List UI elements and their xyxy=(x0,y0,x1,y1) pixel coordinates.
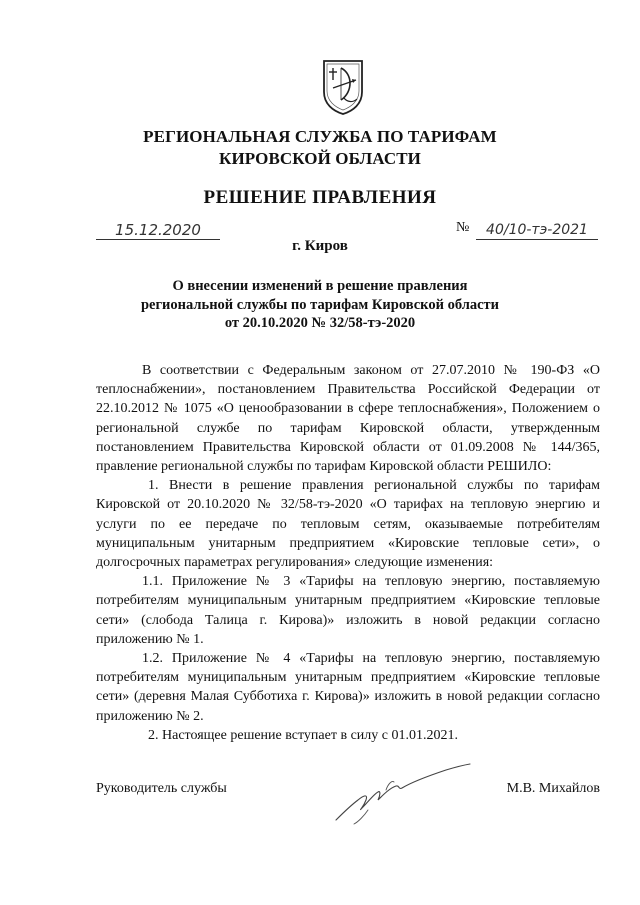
city: г. Киров xyxy=(292,238,348,254)
number-label: № xyxy=(456,220,470,235)
decision-subject xyxy=(120,277,520,333)
decision-number: 40/10-тэ-2021 xyxy=(476,221,598,240)
decision-date: 15.12.2020 xyxy=(96,221,220,240)
kirov-coat-of-arms-icon xyxy=(320,58,366,116)
document-title: РЕШЕНИЕ ПРАВЛЕНИЯ xyxy=(203,187,437,208)
signer-position: Руководитель службы xyxy=(96,781,227,796)
item-1: 1. Внести в решение правления региональной службы по тарифам Кировской от 20.10.2020 № 32/58-тэ-2020 «О тарифах на тепловую энергию и услуги по ее передаче по тепловым сетям, оказываемые потребителям муниципальным унитарным предприятием «Кировские тепловые сети», о долгосрочных параметрах регулирования» следующие изменения: xyxy=(96,478,600,571)
handwritten-signature xyxy=(328,760,478,828)
item-1-2: 1.2. Приложение № 4 «Тарифы на тепловую энергию, поставляемую потребителям муниципальным унитарным предприятием «Кировские тепловые сети» (деревня Малая Субботиха г. Кирова)» изложить в новой редакции согласно приложению № 2. xyxy=(96,651,600,724)
signer-name: М.В. Михайлов xyxy=(506,781,600,796)
subject-line3: от 20.10.2020 № 32/58-тэ-2020 xyxy=(224,315,416,331)
item-2: 2. Настоящее решение вступает в силу с 01.01.2021. xyxy=(148,727,458,743)
preamble-paragraph: В соответствии с Федеральным законом от 27.07.2010 № 190-ФЗ «О теплоснабжении», постановлением Правительства Российской Федерации от 22.10.2012 № 1075 «О ценообразовании в сфере теплоснабжения», Положением о региональной службе по тарифам Кировской области, утвержденным постановлением Правительства Кировской области от 01.09.2008 № 144/365, правление региональной службы по тарифам Кировской области РЕШИЛО: xyxy=(96,363,600,475)
subject-line1: О внесении изменений в решение правления xyxy=(172,278,468,294)
organization-name-line1: РЕГИОНАЛЬНАЯ СЛУЖБА ПО ТАРИФАМ xyxy=(143,127,497,146)
subject-line2: региональной службы по тарифам Кировской области xyxy=(140,296,500,313)
organization-name xyxy=(80,126,560,170)
organization-name-line2: КИРОВСКОЙ ОБЛАСТИ xyxy=(219,149,421,168)
decision-body xyxy=(96,361,600,745)
item-1-1: 1.1. Приложение № 3 «Тарифы на тепловую энергию, поставляемую потребителям муниципальным унитарным предприятием «Кировские тепловые сети» (слобода Талица г. Кирова)» изложить в новой редакции согласно приложению № 1. xyxy=(96,574,600,647)
